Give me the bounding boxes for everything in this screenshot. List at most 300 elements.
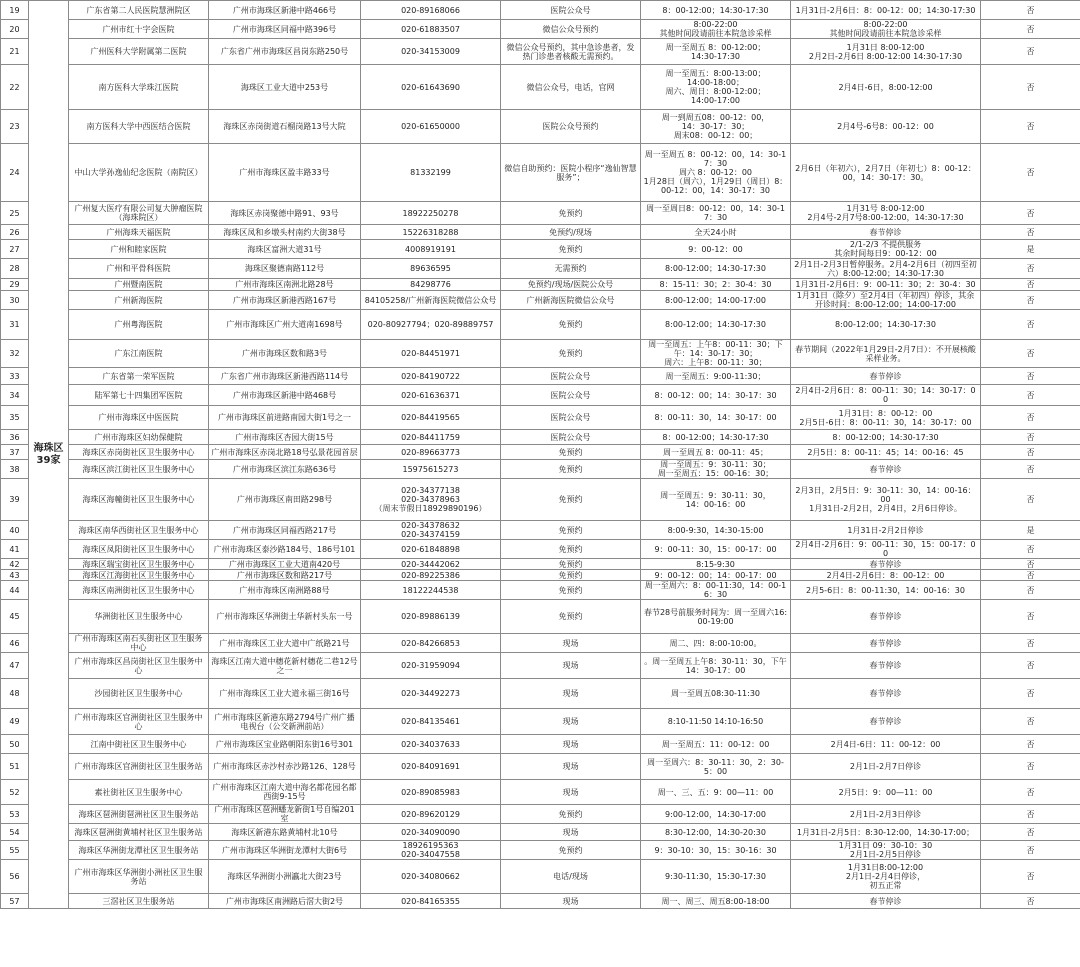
hospital-name: 海珠区江海街社区卫生服务中心	[69, 570, 209, 581]
flag: 否	[981, 860, 1080, 894]
phone: 020-84091691	[361, 754, 501, 780]
hospital-name: 广州医科大学附属第二医院	[69, 39, 209, 65]
booking-method: 免预约/现场	[501, 225, 641, 240]
phone: 81332199	[361, 144, 501, 202]
service-hours: 周一至周五：9：30-11：30； 周一至周五：15：00-16：30；	[641, 460, 791, 479]
booking-method: 现场	[501, 824, 641, 841]
hospital-name: 广东江南医院	[69, 340, 209, 368]
flag: 否	[981, 653, 1080, 679]
festival-hours: 1月31日（除夕）至2月4日（年初四）停诊，其余开诊时间：8:00-12:00；14:00-17:00	[791, 291, 981, 310]
festival-hours: 2月6日（年初六），2月7日（年初七）8：00-12：00，14：30-17：30。	[791, 144, 981, 202]
flag: 否	[981, 20, 1080, 39]
phone: 020-84451971	[361, 340, 501, 368]
address: 广州市海珠区新港中路466号	[209, 1, 361, 20]
flag: 否	[981, 570, 1080, 581]
hospital-name: 南方医科大学中西医结合医院	[69, 110, 209, 144]
flag: 否	[981, 368, 1080, 385]
flag: 否	[981, 460, 1080, 479]
flag: 否	[981, 559, 1080, 570]
table-row	[1, 679, 1080, 709]
festival-hours: 8:00-12:00；14:30-17:30	[791, 310, 981, 340]
hospital-name: 广州新海医院	[69, 291, 209, 310]
hospital-name: 广州市海珠区中医医院	[69, 406, 209, 430]
service-hours: 8:10-11:50 14:10-16:50	[641, 709, 791, 735]
table-row	[1, 110, 1080, 144]
booking-method: 现场	[501, 679, 641, 709]
flag: 否	[981, 202, 1080, 225]
hospital-name: 海珠区凤阳街社区卫生服务中心	[69, 540, 209, 559]
address: 广州市海珠区工业大道南420号	[209, 559, 361, 570]
phone: 020-84266853	[361, 634, 501, 653]
flag: 否	[981, 310, 1080, 340]
district-cell: 海珠区 39家	[29, 1, 69, 909]
booking-method: 微信公众号，电话，官网	[501, 65, 641, 110]
table-row	[1, 39, 1080, 65]
table-row	[1, 805, 1080, 824]
festival-hours: 8：00-12:00；14:30-17:30	[791, 430, 981, 445]
booking-method: 免预约	[501, 340, 641, 368]
phone: 15226318288	[361, 225, 501, 240]
address: 广东省广州市海珠区昌岗东路250号	[209, 39, 361, 65]
address: 广州市海珠区江南大道中海名都花园名都西街9-15号	[209, 780, 361, 805]
table-row	[1, 406, 1080, 430]
row-number: 51	[1, 754, 29, 780]
festival-hours: 春节停诊	[791, 634, 981, 653]
festival-hours: 1月31号 8:00-12:00 2月4号-2月7号8:00-12:00，14:30-17:30	[791, 202, 981, 225]
row-number: 44	[1, 581, 29, 600]
phone: 020-80927794；020-89889757	[361, 310, 501, 340]
service-hours: 周一至周五：11：00-12：00	[641, 735, 791, 754]
festival-hours: 2月1日-2月3日停诊	[791, 805, 981, 824]
service-hours: 8:00-12:00；14:00-17:00	[641, 291, 791, 310]
address: 广州市海珠区赤岗北路18号弘景花园首层	[209, 445, 361, 460]
address: 海珠区凤和乡墩头村南约大街38号	[209, 225, 361, 240]
table-row	[1, 368, 1080, 385]
phone: 020-34153009	[361, 39, 501, 65]
booking-method: 广州新海医院微信公众号	[501, 291, 641, 310]
service-hours: 全天24小时	[641, 225, 791, 240]
hospital-name: 广州市海珠区官洲街社区卫生服务中心	[69, 709, 209, 735]
address: 广州市海珠区杏园大街15号	[209, 430, 361, 445]
service-hours: 9：30-10：30，15：30-16：30	[641, 841, 791, 860]
flag: 否	[981, 581, 1080, 600]
phone: 020-84411759	[361, 430, 501, 445]
flag: 否	[981, 430, 1080, 445]
address: 海珠区赤岗聚德中路91、93号	[209, 202, 361, 225]
table-row	[1, 430, 1080, 445]
address: 海珠区工业大道中253号	[209, 65, 361, 110]
row-number: 56	[1, 860, 29, 894]
service-hours: 周一至周六：8：30-11：30，2：30-5：00	[641, 754, 791, 780]
festival-hours: 春节停诊	[791, 368, 981, 385]
flag: 否	[981, 479, 1080, 521]
table-body	[1, 1, 1080, 909]
table-row	[1, 570, 1080, 581]
hospital-name: 广州复大医疗有限公司复大肿瘤医院（海珠院区）	[69, 202, 209, 225]
phone: 020-89663773	[361, 445, 501, 460]
booking-method: 免预约	[501, 445, 641, 460]
festival-hours: 2月4日-2月6日：9：00-11：30，15：00-17：00	[791, 540, 981, 559]
festival-hours: 春节停诊	[791, 894, 981, 909]
service-hours: 周一至周五：9：30-11：30， 14：00-16：00	[641, 479, 791, 521]
booking-method: 现场	[501, 780, 641, 805]
festival-hours: 2月3日，2月5日：9：30-11：30，14：00-16：00 1月31日-2月2日，2月4日，2月6日停诊。	[791, 479, 981, 521]
row-number: 25	[1, 202, 29, 225]
address: 广州市海珠区华洲街土华新村头东一号	[209, 600, 361, 634]
booking-method: 免预约	[501, 240, 641, 259]
hospital-name: 广州和平骨科医院	[69, 259, 209, 279]
flag: 否	[981, 634, 1080, 653]
festival-hours: 春节停诊	[791, 709, 981, 735]
row-number: 54	[1, 824, 29, 841]
table-row	[1, 240, 1080, 259]
hospital-name: 海珠区琶洲街琶洲社区卫生服务站	[69, 805, 209, 824]
festival-hours: 2月5日：9：00—11：00	[791, 780, 981, 805]
festival-hours: 春节停诊	[791, 600, 981, 634]
phone: 020-61650000	[361, 110, 501, 144]
phone: 020-34377138 020-34378963 （周末节假日18929890196）	[361, 479, 501, 521]
service-hours: 周一、三、五：9：00—11：00	[641, 780, 791, 805]
service-hours: 9：00-12：00	[641, 240, 791, 259]
address: 广州市海珠区新港东路2794号广州广播电视台（公交新洲前站）	[209, 709, 361, 735]
flag: 否	[981, 39, 1080, 65]
table-row	[1, 600, 1080, 634]
booking-method: 免预约	[501, 805, 641, 824]
festival-hours: 8:00-22:00 其他时间段请前往本院急诊采样	[791, 20, 981, 39]
phone: 020-61636371	[361, 385, 501, 406]
table-row	[1, 540, 1080, 559]
festival-hours: 1月31日 8:00-12:00 2月2日-2月6日 8:00-12:00 14:30-17:30	[791, 39, 981, 65]
festival-hours: 春节停诊	[791, 679, 981, 709]
booking-method: 免预约	[501, 600, 641, 634]
table-row	[1, 653, 1080, 679]
flag: 否	[981, 805, 1080, 824]
row-number: 33	[1, 368, 29, 385]
row-number: 55	[1, 841, 29, 860]
festival-hours: 1月31日-2月2日停诊	[791, 521, 981, 540]
flag: 否	[981, 445, 1080, 460]
service-hours: 。周一至周五上午8：30-11：30，下午14：30-17：00	[641, 653, 791, 679]
service-hours: 周一到周五08：00-12：00， 14：30-17：30； 周末08：00-12：00；	[641, 110, 791, 144]
table-row	[1, 735, 1080, 754]
flag: 否	[981, 406, 1080, 430]
address: 广州市海珠区工业大道中广纸路21号	[209, 634, 361, 653]
hospital-name: 华洲街社区卫生服务中心	[69, 600, 209, 634]
row-number: 52	[1, 780, 29, 805]
row-number: 50	[1, 735, 29, 754]
flag: 否	[981, 291, 1080, 310]
row-number: 40	[1, 521, 29, 540]
booking-method: 医院公众号	[501, 385, 641, 406]
phone: 020-89620129	[361, 805, 501, 824]
address: 广州市海珠区南田路298号	[209, 479, 361, 521]
address: 海珠区赤岗街道石榴岗路13号大院	[209, 110, 361, 144]
booking-method: 免预约	[501, 581, 641, 600]
festival-hours: 1月31日-2月6日：8：00-12：00；14:30-17:30	[791, 1, 981, 20]
phone: 020-31959094	[361, 653, 501, 679]
festival-hours: 2月4日-2月6日：8：00-12：00	[791, 570, 981, 581]
address: 广州市海珠区同福西路217号	[209, 521, 361, 540]
table-row	[1, 634, 1080, 653]
hospital-name: 沙园街社区卫生服务中心	[69, 679, 209, 709]
booking-method: 免预约	[501, 540, 641, 559]
row-number: 42	[1, 559, 29, 570]
address: 海珠区华洲街小洲瀛北大街23号	[209, 860, 361, 894]
table-row	[1, 1, 1080, 20]
festival-hours: 2月1日-2月3日暂停服务。2月4-2月6日（初四至初六）8:00-12:00；14:30-17:30	[791, 259, 981, 279]
table-row	[1, 385, 1080, 406]
table-row	[1, 202, 1080, 225]
table-row	[1, 824, 1080, 841]
festival-hours: 2月4日-6日：11：00-12：00	[791, 735, 981, 754]
service-hours: 周一至周五：9:00-11:30；	[641, 368, 791, 385]
flag: 否	[981, 385, 1080, 406]
row-number: 28	[1, 259, 29, 279]
flag: 否	[981, 894, 1080, 909]
table-row	[1, 780, 1080, 805]
flag: 否	[981, 841, 1080, 860]
phone: 020-89225386	[361, 570, 501, 581]
phone: 84105258/广州新海医院微信公众号	[361, 291, 501, 310]
row-number: 57	[1, 894, 29, 909]
address: 广州市海珠区泰沙路184号、186号101	[209, 540, 361, 559]
service-hours: 8:00-22:00 其他时间段请前往本院急诊采样	[641, 20, 791, 39]
table-row	[1, 65, 1080, 110]
phone: 4008919191	[361, 240, 501, 259]
address: 广州市海珠区新港中路468号	[209, 385, 361, 406]
hospital-name: 海珠区南华西街社区卫生服务中心	[69, 521, 209, 540]
service-hours: 周一至周五：8:00-13:00； 14:00-18:00； 周六、周日：8:00-12:00； 14:00-17:00	[641, 65, 791, 110]
row-number: 47	[1, 653, 29, 679]
phone: 020-34492273	[361, 679, 501, 709]
phone: 89636595	[361, 259, 501, 279]
hospital-name: 素社街社区卫生服务中心	[69, 780, 209, 805]
flag: 否	[981, 754, 1080, 780]
row-number: 23	[1, 110, 29, 144]
festival-hours: 2月1日-2月7日停诊	[791, 754, 981, 780]
service-hours: 9：00-11：30，15：00-17：00	[641, 540, 791, 559]
booking-method: 医院公众号	[501, 430, 641, 445]
festival-hours: 2月4号-6号8：00-12：00	[791, 110, 981, 144]
flag: 否	[981, 600, 1080, 634]
table-row	[1, 279, 1080, 291]
row-number: 24	[1, 144, 29, 202]
row-number: 35	[1, 406, 29, 430]
booking-method: 免预约	[501, 841, 641, 860]
row-number: 32	[1, 340, 29, 368]
row-number: 20	[1, 20, 29, 39]
flag: 否	[981, 65, 1080, 110]
booking-method: 免预约	[501, 310, 641, 340]
hospital-name: 陆军第七十四集团军医院	[69, 385, 209, 406]
flag: 否	[981, 540, 1080, 559]
phone: 020-89886139	[361, 600, 501, 634]
table-row	[1, 259, 1080, 279]
address: 广州市海珠区南洲北路28号	[209, 279, 361, 291]
table-row	[1, 460, 1080, 479]
hospital-name: 广州和睦家医院	[69, 240, 209, 259]
table-row	[1, 20, 1080, 39]
booking-method: 微信公众号预约	[501, 20, 641, 39]
row-number: 48	[1, 679, 29, 709]
table-row	[1, 144, 1080, 202]
row-number: 27	[1, 240, 29, 259]
hospital-name: 广州市海珠区南石头街社区卫生服务中心	[69, 634, 209, 653]
row-number: 22	[1, 65, 29, 110]
festival-hours: 1月31日-2月6日：9：00-11：30；2：30-4：30	[791, 279, 981, 291]
row-number: 49	[1, 709, 29, 735]
table-row	[1, 581, 1080, 600]
row-number: 26	[1, 225, 29, 240]
table-row	[1, 445, 1080, 460]
hospital-name: 海珠区华洲街龙潭社区卫生服务站	[69, 841, 209, 860]
hospital-name: 广州市红十字会医院	[69, 20, 209, 39]
address: 广州市海珠区滨江东路636号	[209, 460, 361, 479]
service-hours: 9:00-12:00，14:30-17:00	[641, 805, 791, 824]
service-hours: 周一至周五 8：00-11：45；	[641, 445, 791, 460]
row-number: 21	[1, 39, 29, 65]
phone: 020-84419565	[361, 406, 501, 430]
booking-method: 医院公众号预约	[501, 110, 641, 144]
service-hours: 9:30-11:30，15:30-17:30	[641, 860, 791, 894]
festival-hours: 1月31日-2月5日：8:30-12:00，14:30-17:00；	[791, 824, 981, 841]
phone: 020-61883507	[361, 20, 501, 39]
address: 海珠区江南大道中穗花新村穗花二巷12号之一	[209, 653, 361, 679]
row-number: 34	[1, 385, 29, 406]
service-hours: 春节28号前服务时间为：周一至周六16:00-19:00	[641, 600, 791, 634]
hospital-name: 三滘社区卫生服务站	[69, 894, 209, 909]
table-row	[1, 709, 1080, 735]
hospital-name: 海珠区赤岗街社区卫生服务中心	[69, 445, 209, 460]
phone: 020-84165355	[361, 894, 501, 909]
flag: 否	[981, 1, 1080, 20]
service-hours: 周一至周五 8：00-12:00； 14:30-17:30	[641, 39, 791, 65]
booking-method: 医院公众号	[501, 1, 641, 20]
table-row	[1, 310, 1080, 340]
row-number: 43	[1, 570, 29, 581]
table-row	[1, 521, 1080, 540]
address: 广州市海珠区数和路217号	[209, 570, 361, 581]
row-number: 38	[1, 460, 29, 479]
hospital-name: 海珠区南洲街社区卫生服务中心	[69, 581, 209, 600]
address: 海珠区新港东路黄埔村北10号	[209, 824, 361, 841]
phone: 020-61643690	[361, 65, 501, 110]
address: 广州市海珠区琶洲蟠龙新街1号自编201室	[209, 805, 361, 824]
service-hours: 8：00-12:00；14:30-17:30	[641, 1, 791, 20]
phone: 020-34037633	[361, 735, 501, 754]
phone: 020-84190722	[361, 368, 501, 385]
service-hours: 8:00-12:00；14:30-17:30	[641, 310, 791, 340]
table-row	[1, 754, 1080, 780]
service-hours: 8：00-12:00；14:30-17:30	[641, 430, 791, 445]
row-number: 31	[1, 310, 29, 340]
address: 广州市海珠区南洲路88号	[209, 581, 361, 600]
phone: 84298776	[361, 279, 501, 291]
row-number: 30	[1, 291, 29, 310]
address: 广州市海珠区广州大道南1698号	[209, 310, 361, 340]
address: 广东省广州市海珠区新港西路114号	[209, 368, 361, 385]
flag: 否	[981, 340, 1080, 368]
booking-method: 医院公众号	[501, 368, 641, 385]
service-hours: 周二、四：8:00-10:00。	[641, 634, 791, 653]
address: 广州市海珠区数和路3号	[209, 340, 361, 368]
booking-method: 免预约	[501, 202, 641, 225]
booking-method: 电话/现场	[501, 860, 641, 894]
hospital-name: 海珠区海幢街社区卫生服务中心	[69, 479, 209, 521]
row-number: 19	[1, 1, 29, 20]
flag: 否	[981, 679, 1080, 709]
flag: 否	[981, 709, 1080, 735]
service-hours: 8:00-9:30，14:30-15:00	[641, 521, 791, 540]
row-number: 36	[1, 430, 29, 445]
festival-hours: 春节停诊	[791, 559, 981, 570]
booking-method: 现场	[501, 894, 641, 909]
phone: 020-34378632 020-34374159	[361, 521, 501, 540]
hospital-name: 广州粤海医院	[69, 310, 209, 340]
address: 广州市海珠区同福中路396号	[209, 20, 361, 39]
row-number: 53	[1, 805, 29, 824]
service-hours: 周一、周三、周五8:00-18:00	[641, 894, 791, 909]
flag: 否	[981, 259, 1080, 279]
service-hours: 周一至周五08:30-11:30	[641, 679, 791, 709]
booking-method: 免预约	[501, 559, 641, 570]
address: 广州市海珠区南洲路后滘大街2号	[209, 894, 361, 909]
booking-method: 现场	[501, 735, 641, 754]
address: 广州市海珠区新港西路167号	[209, 291, 361, 310]
service-hours: 9：00-12：00；14：00-17：00	[641, 570, 791, 581]
service-hours: 8：00-11：30，14：30-17：00	[641, 406, 791, 430]
table-row	[1, 894, 1080, 909]
festival-hours: 2月4日-2月6日：8：00-11：30；14：30-17：00	[791, 385, 981, 406]
address: 广州市海珠区盈丰路33号	[209, 144, 361, 202]
address: 海珠区聚德南路112号	[209, 259, 361, 279]
phone: 020-34442062	[361, 559, 501, 570]
service-hours: 周一至周日8：00-12：00，14：30-17：30	[641, 202, 791, 225]
row-number: 37	[1, 445, 29, 460]
flag: 是	[981, 240, 1080, 259]
table-row	[1, 225, 1080, 240]
festival-hours: 1月31日 09：30-10：30 2月1日-2月5日停诊	[791, 841, 981, 860]
festival-hours: 2/1-2/3 不提供服务 其余时间每日9：00-12：00	[791, 240, 981, 259]
festival-hours: 春节停诊	[791, 460, 981, 479]
festival-hours: 1月31日：8：00-12：00 2月5日-6日：8：00-11：30，14：30-17：00	[791, 406, 981, 430]
address: 广州市海珠区前进路南园大街1号之一	[209, 406, 361, 430]
booking-method: 微信公众号预约，其中急诊患者，发热门诊患者核酸无需预约。	[501, 39, 641, 65]
table-row	[1, 340, 1080, 368]
booking-method: 微信自助预约：医院小程序“逸仙智慧服务”；	[501, 144, 641, 202]
hospital-name: 广州市海珠区妇幼保健院	[69, 430, 209, 445]
booking-method: 现场	[501, 709, 641, 735]
flag: 否	[981, 144, 1080, 202]
hospital-name: 海珠区琶洲街黄埔村社区卫生服务站	[69, 824, 209, 841]
service-hours: 8:00-12:00；14:30-17:30	[641, 259, 791, 279]
table-row	[1, 479, 1080, 521]
booking-method: 免预约	[501, 460, 641, 479]
festival-hours: 春节停诊	[791, 653, 981, 679]
festival-hours: 2月5日：8：00-11：45；14：00-16：45	[791, 445, 981, 460]
hospital-name: 广州海珠天福医院	[69, 225, 209, 240]
booking-method: 现场	[501, 634, 641, 653]
flag: 是	[981, 521, 1080, 540]
booking-method: 免预约	[501, 570, 641, 581]
service-hours: 8：00-12：00；14：30-17：30	[641, 385, 791, 406]
service-hours: 周一至周六：8：00-11:30，14：00-16：30	[641, 581, 791, 600]
service-hours: 周一至周五 8：00-12：00，14：30-17：30 周六 8：00-12：00 1月28日（周六），1月29日（周日）8：00-12：00，14：30-17：30	[641, 144, 791, 202]
table-row	[1, 559, 1080, 570]
phone: 020-34080662	[361, 860, 501, 894]
festival-hours: 春节停诊	[791, 225, 981, 240]
service-hours: 8：15-11：30；2：30-4：30	[641, 279, 791, 291]
